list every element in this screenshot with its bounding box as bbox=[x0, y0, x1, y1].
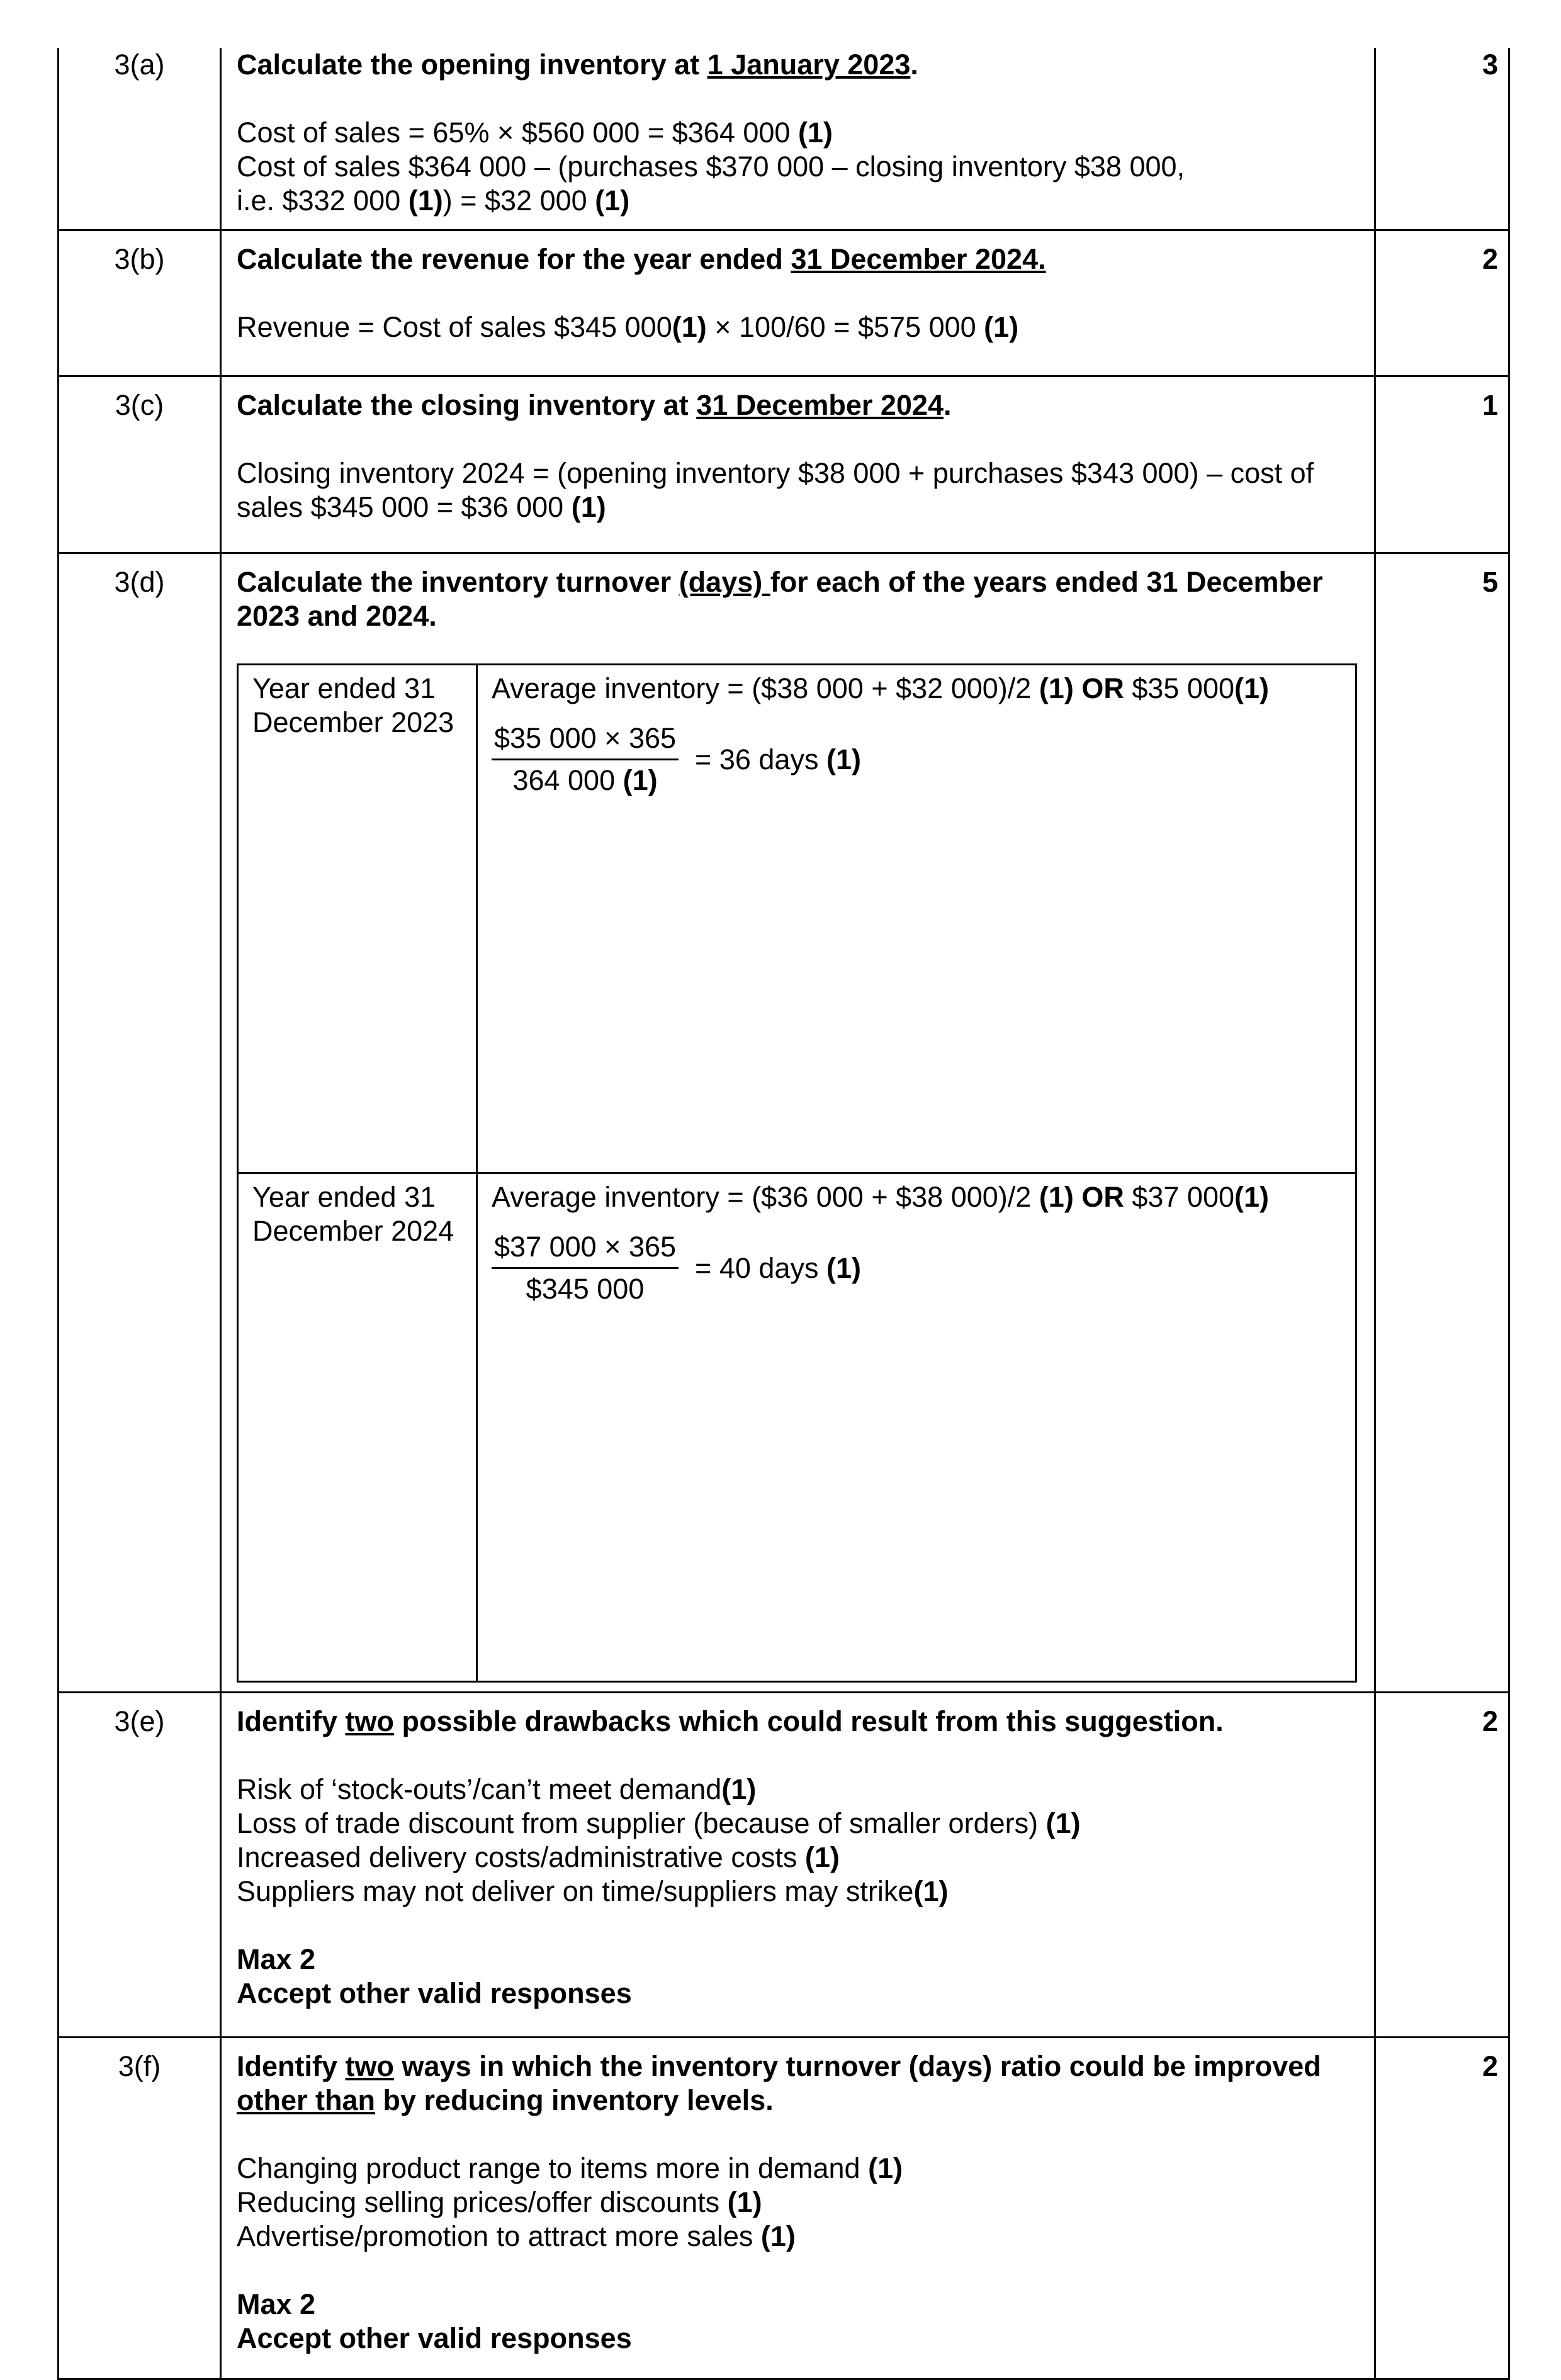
answer-line bbox=[237, 150, 1363, 184]
answer-text: Risk of ‘stock-outs’/can’t meet demand bbox=[237, 1773, 722, 1805]
question-number: 3(d) bbox=[59, 553, 221, 1693]
year-row-2023 bbox=[238, 665, 1356, 1173]
prompt-text: for each of the years ended 31 December 2023 and 2024. bbox=[237, 566, 1323, 632]
year-label: Year ended 31 December 2024 bbox=[238, 1173, 477, 1682]
mark-tag: (1) bbox=[1039, 1181, 1074, 1213]
turnover-result bbox=[695, 1251, 861, 1285]
turnover-formula bbox=[492, 1231, 1341, 1306]
question-prompt bbox=[237, 2050, 1363, 2118]
answer-line bbox=[237, 1807, 1363, 1841]
question-number: 3(e) bbox=[59, 1693, 221, 2038]
mark-tag: (1) bbox=[760, 2220, 796, 2252]
answer-text: ) = $32 000 bbox=[442, 184, 595, 217]
answer-text: Cost of sales = 65% × $560 000 = $364 000 bbox=[237, 116, 798, 149]
answer-text: 364 000 bbox=[512, 764, 623, 796]
max-marks-note: Max 2 bbox=[237, 2288, 316, 2320]
answer-cell bbox=[221, 376, 1375, 553]
prompt-text: Identify bbox=[237, 1705, 346, 1737]
or-text: OR bbox=[1073, 672, 1132, 704]
answer-text: $345 000 bbox=[526, 1273, 645, 1305]
mark-scheme-table bbox=[57, 48, 1510, 2380]
mark-tag: (1) bbox=[1045, 1807, 1081, 1839]
prompt-text: Calculate the closing inventory at bbox=[237, 389, 697, 421]
question-number: 3(b) bbox=[59, 230, 221, 376]
mark-tag: (1) bbox=[826, 1251, 861, 1284]
turnover-result bbox=[695, 743, 861, 777]
mark-tag: (1) bbox=[984, 311, 1019, 343]
year-row-2024 bbox=[238, 1173, 1356, 1682]
answer-text: Reducing selling prices/offer discounts bbox=[237, 2186, 728, 2218]
mark-tag: (1) bbox=[408, 184, 443, 217]
fraction-denominator bbox=[512, 760, 657, 797]
mark-tag: (1) bbox=[826, 743, 861, 775]
marks-value: 2 bbox=[1375, 1693, 1509, 2038]
mark-tag: (1) bbox=[721, 1773, 757, 1805]
answer-line bbox=[237, 2185, 1363, 2219]
mark-tag: (1) bbox=[672, 311, 707, 343]
prompt-underlined: 31 December 2024 bbox=[696, 389, 944, 421]
answer-cell bbox=[221, 48, 1375, 230]
answer-cell bbox=[221, 1693, 1375, 2038]
prompt-text: Calculate the opening inventory at bbox=[237, 48, 707, 81]
question-row-3d bbox=[59, 553, 1509, 1693]
answer-text: Average inventory = ($38 000 + $32 000)/2 bbox=[492, 672, 1039, 704]
mark-tag: (1) bbox=[868, 2152, 903, 2184]
fraction bbox=[492, 722, 679, 797]
answer-line bbox=[237, 1875, 1363, 1909]
answer-text: i.e. $332 000 bbox=[237, 184, 409, 217]
answer-text: Suppliers may not deliver on time/suppliers may strike bbox=[237, 1875, 914, 1907]
answer-line bbox=[237, 116, 1363, 150]
question-prompt bbox=[237, 565, 1363, 633]
answer-text: Average inventory = ($36 000 + $38 000)/2 bbox=[492, 1181, 1039, 1213]
prompt-text: possible drawbacks which could result from this suggestion. bbox=[394, 1705, 1224, 1737]
answer-cell bbox=[221, 230, 1375, 376]
mark-tag: (1) bbox=[1234, 672, 1269, 704]
prompt-underlined: other than bbox=[237, 2084, 376, 2116]
mark-tag: (1) bbox=[623, 764, 658, 796]
prompt-underlined: two bbox=[345, 2050, 395, 2082]
year-label: Year ended 31 December 2023 bbox=[238, 665, 477, 1173]
accept-note: Accept other valid responses bbox=[237, 1977, 632, 2009]
question-row-3b bbox=[59, 230, 1509, 376]
answer-line bbox=[237, 2152, 1363, 2185]
average-inventory-line bbox=[492, 1180, 1341, 1214]
mark-tag: (1) bbox=[571, 491, 606, 523]
answer-line bbox=[237, 1773, 1363, 1807]
or-text: OR bbox=[1073, 1181, 1132, 1213]
answer-text: Closing inventory 2024 = (opening inventory $38 000 + purchases $343 000) – cost of bbox=[237, 457, 1314, 489]
question-prompt bbox=[237, 48, 1363, 82]
answer-text: × 100/60 = $575 000 bbox=[706, 311, 984, 343]
prompt-text: Calculate the inventory turnover bbox=[237, 566, 679, 598]
mark-tag: (1) bbox=[727, 2186, 762, 2218]
prompt-underlined: two bbox=[345, 1705, 395, 1737]
accept-note: Accept other valid responses bbox=[237, 2322, 632, 2354]
question-row-3f bbox=[59, 2038, 1509, 2379]
question-row-3e bbox=[59, 1693, 1509, 2038]
answer-text: Loss of trade discount from supplier (because of smaller orders) bbox=[237, 1807, 1046, 1839]
prompt-text: ways in which the inventory turnover (days) ratio could be improved bbox=[394, 2050, 1321, 2082]
fraction-numerator: $37 000 × 365 bbox=[492, 1231, 679, 1269]
marks-value: 2 bbox=[1375, 230, 1509, 376]
mark-tag: (1) bbox=[595, 184, 630, 217]
answer-text: $35 000 bbox=[1132, 672, 1234, 704]
prompt-underlined: 31 December 2024. bbox=[791, 243, 1046, 275]
answer-line bbox=[237, 490, 1363, 524]
question-row-3a bbox=[59, 48, 1509, 230]
answer-text: Cost of sales $364 000 – (purchases $370 000 – closing inventory $38 000, bbox=[237, 150, 1185, 183]
fraction-denominator bbox=[526, 1269, 645, 1306]
prompt-text: by reducing inventory levels. bbox=[375, 2084, 774, 2116]
mark-tag: (1) bbox=[797, 116, 833, 149]
answer-line bbox=[237, 1841, 1363, 1875]
mark-tag: (1) bbox=[804, 1841, 840, 1873]
max-marks-note: Max 2 bbox=[237, 1943, 316, 1975]
question-prompt bbox=[237, 1705, 1363, 1739]
prompt-underlined: (days) bbox=[679, 566, 770, 598]
mark-tag: (1) bbox=[1234, 1181, 1269, 1213]
answer-text: sales $345 000 = $36 000 bbox=[237, 491, 572, 523]
answer-text: Increased delivery costs/administrative costs bbox=[237, 1841, 805, 1873]
question-row-3c bbox=[59, 376, 1509, 553]
answer-cell bbox=[221, 553, 1375, 1693]
answer-line bbox=[237, 310, 1363, 344]
prompt-text: . bbox=[910, 48, 918, 81]
prompt-underlined: 1 January 2023 bbox=[707, 48, 911, 81]
answer-line bbox=[237, 2219, 1363, 2253]
inventory-turnover-table bbox=[237, 663, 1357, 1683]
answer-line bbox=[237, 184, 1363, 218]
prompt-text: Identify bbox=[237, 2050, 346, 2082]
answer-cell bbox=[221, 2038, 1375, 2379]
marks-value: 3 bbox=[1375, 48, 1509, 230]
year-calculation bbox=[477, 1173, 1356, 1682]
answer-line bbox=[237, 456, 1363, 490]
question-number: 3(c) bbox=[59, 376, 221, 553]
year-calculation bbox=[477, 665, 1356, 1173]
question-prompt bbox=[237, 388, 1363, 422]
marks-value: 2 bbox=[1375, 2038, 1509, 2379]
answer-text: = 36 days bbox=[695, 743, 826, 775]
question-number: 3(a) bbox=[59, 48, 221, 230]
mark-tag: (1) bbox=[1039, 672, 1074, 704]
prompt-text: Calculate the revenue for the year ended bbox=[237, 243, 791, 275]
mark-tag: (1) bbox=[913, 1875, 949, 1907]
answer-text: $37 000 bbox=[1132, 1181, 1234, 1213]
fraction-numerator: $35 000 × 365 bbox=[492, 722, 679, 760]
question-number: 3(f) bbox=[59, 2038, 221, 2379]
turnover-formula bbox=[492, 722, 1341, 797]
answer-text: = 40 days bbox=[695, 1251, 826, 1284]
fraction bbox=[492, 1231, 679, 1306]
answer-text: Revenue = Cost of sales $345 000 bbox=[237, 311, 672, 343]
prompt-text: . bbox=[944, 389, 952, 421]
question-prompt bbox=[237, 242, 1363, 276]
average-inventory-line bbox=[492, 672, 1341, 706]
marks-value: 1 bbox=[1375, 376, 1509, 553]
marks-value: 5 bbox=[1375, 553, 1509, 1693]
answer-text: Advertise/promotion to attract more sales bbox=[237, 2220, 761, 2252]
answer-text: Changing product range to items more in demand bbox=[237, 2152, 869, 2184]
